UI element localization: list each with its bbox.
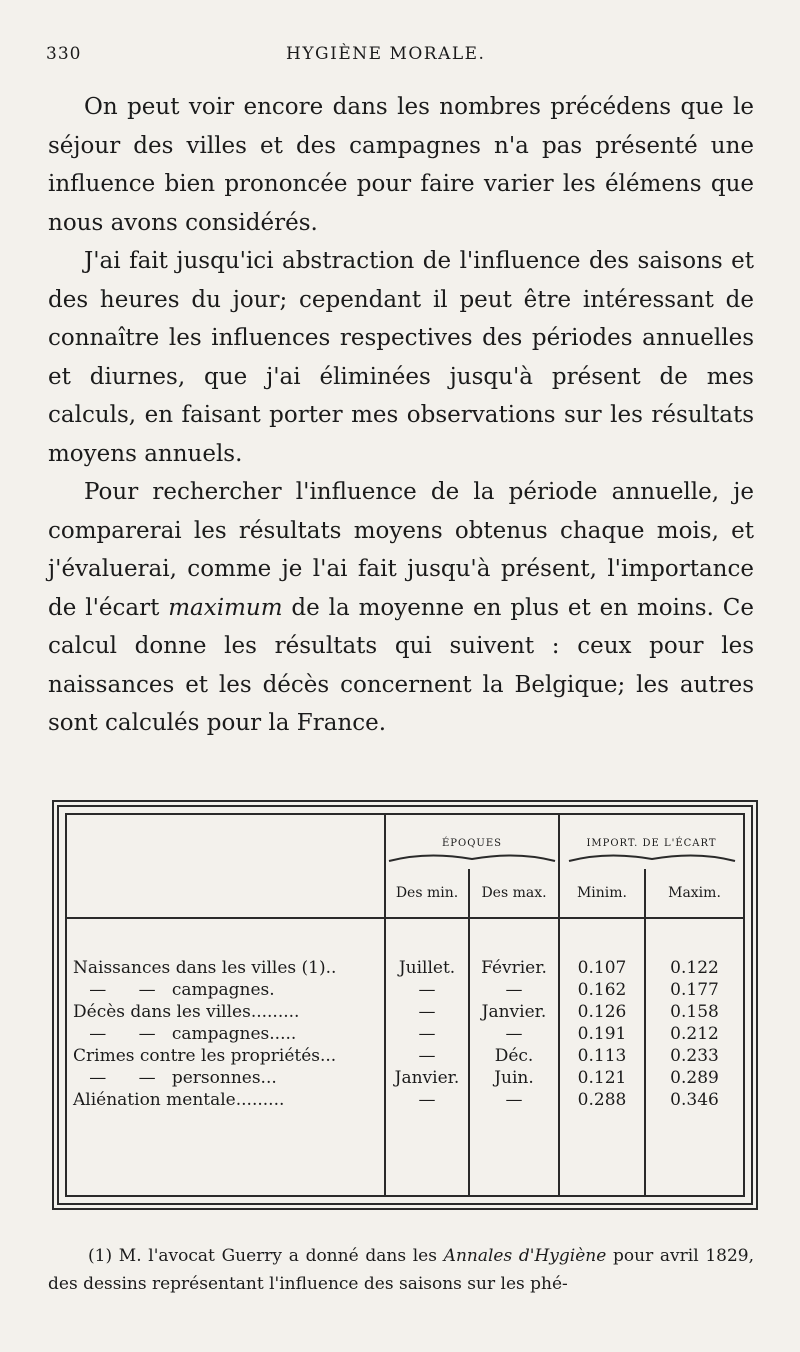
row-minim: 0.126 [559, 1001, 645, 1023]
statistics-table [67, 815, 743, 1195]
ecart-header [559, 815, 743, 869]
row-maxim: 0.233 [645, 1045, 743, 1067]
epoques-header [385, 815, 559, 869]
table-bottom-space [67, 1111, 743, 1195]
row-label: Naissances dans les villes (1).. [73, 958, 337, 978]
row-minim: 0.288 [559, 1089, 645, 1111]
table-row [67, 957, 743, 979]
col-header-des-max: Des max. [469, 869, 559, 918]
row-minim: 0.113 [559, 1045, 645, 1067]
row-des-max: Juin. [469, 1067, 559, 1089]
row-des-min: Janvier. [385, 1067, 469, 1089]
table-row [67, 1089, 743, 1111]
col-header-des-min: Des min. [385, 869, 469, 918]
body-text [48, 88, 754, 743]
row-maxim: 0.289 [645, 1067, 743, 1089]
row-maxim: 0.212 [645, 1023, 743, 1045]
row-minim: 0.121 [559, 1067, 645, 1089]
row-maxim: 0.177 [645, 979, 743, 1001]
table-sub-header-row [67, 869, 743, 918]
statistics-table-inner-border [65, 813, 745, 1197]
row-label: Aliénation mentale......... [73, 1090, 285, 1110]
row-label: — — personnes... [73, 1068, 277, 1088]
row-minim: 0.162 [559, 979, 645, 1001]
table-corner-cell [67, 815, 385, 869]
table-group-header-row [67, 815, 743, 869]
row-maxim: 0.346 [645, 1089, 743, 1111]
row-maxim: 0.122 [645, 957, 743, 979]
row-des-max: — [469, 1023, 559, 1045]
row-des-min: — [385, 1045, 469, 1067]
row-label: — — campagnes..... [73, 1024, 297, 1044]
ecart-brace-icon [567, 849, 737, 863]
row-des-min: — [385, 1023, 469, 1045]
row-des-max: Déc. [469, 1045, 559, 1067]
footnote-text-b: pour avril 1829, des dessins représentant l'influence des saisons sur les phé- [48, 1246, 755, 1294]
table-row [67, 979, 743, 1001]
row-minim: 0.107 [559, 957, 645, 979]
row-des-max: — [469, 1089, 559, 1111]
row-label: Décès dans les villes......... [73, 1002, 300, 1022]
ecart-header-label: IMPORT. DE L'ÉCART [586, 838, 717, 849]
row-des-max: Février. [469, 957, 559, 979]
table-spacer-row [67, 918, 743, 957]
running-head: HYGIÈNE MORALE. [286, 44, 486, 64]
footnote-text-a: (1) M. l'avocat Guerry a donné dans les [88, 1246, 444, 1266]
row-minim: 0.191 [559, 1023, 645, 1045]
row-des-max: Janvier. [469, 1001, 559, 1023]
table-row [67, 1067, 743, 1089]
table-row [67, 1023, 743, 1045]
table-label-header-cell [67, 869, 385, 918]
col-header-minim: Minim. [559, 869, 645, 918]
row-des-min: — [385, 1001, 469, 1023]
epoques-brace-icon [387, 849, 557, 863]
footnote-text [48, 1242, 754, 1298]
paragraph-2: J'ai fait jusqu'ici abstraction de l'influence des saisons et des heures du jour; cependant il peut être intéressant de connaître les influences respectives des périodes annuelles et diurnes, que j'ai éliminées jusqu'à présent de mes calculs, en faisant porter mes observations sur les résultats moyens annuels. [48, 248, 754, 467]
row-des-min: — [385, 979, 469, 1001]
paragraph-3-text-b: de la moyenne en plus et en moins. Ce calcul donne les résultats qui suivent : ceux pour les naissances et les décès concernent la Belgique; les autres sont calculés pour la France. [48, 594, 755, 736]
row-label: Crimes contre les propriétés... [73, 1046, 337, 1066]
row-maxim: 0.158 [645, 1001, 743, 1023]
paragraph-3 [48, 473, 754, 743]
table-row [67, 1001, 743, 1023]
col-header-maxim: Maxim. [645, 869, 743, 918]
row-des-min: — [385, 1089, 469, 1111]
row-des-max: — [469, 979, 559, 1001]
epoques-header-label: ÉPOQUES [441, 838, 502, 849]
table-row [67, 1045, 743, 1067]
footnote [48, 1242, 754, 1298]
row-label: — — campagnes. [73, 980, 275, 1000]
paragraph-3-text-a: Pour rechercher l'influence de la période annuelle, je comparerai les résultats moyens obtenus chaque mois, et j'évaluerai, comme je l'ai fait jusqu'à présent, l'importance de l'écart [48, 479, 754, 621]
footnote-emphasis: Annales d'Hygiène [443, 1246, 607, 1266]
page-header [46, 44, 756, 74]
statistics-table-frame [52, 800, 758, 1210]
page-number: 330 [46, 44, 82, 64]
paragraph-1: On peut voir encore dans les nombres précédens que le séjour des villes et des campagnes n'a pas présenté une influence bien prononcée pour faire varier les élémens que nous avons considérés. [48, 94, 754, 236]
row-des-min: Juillet. [385, 957, 469, 979]
paragraph-3-emphasis: maximum [168, 594, 283, 621]
